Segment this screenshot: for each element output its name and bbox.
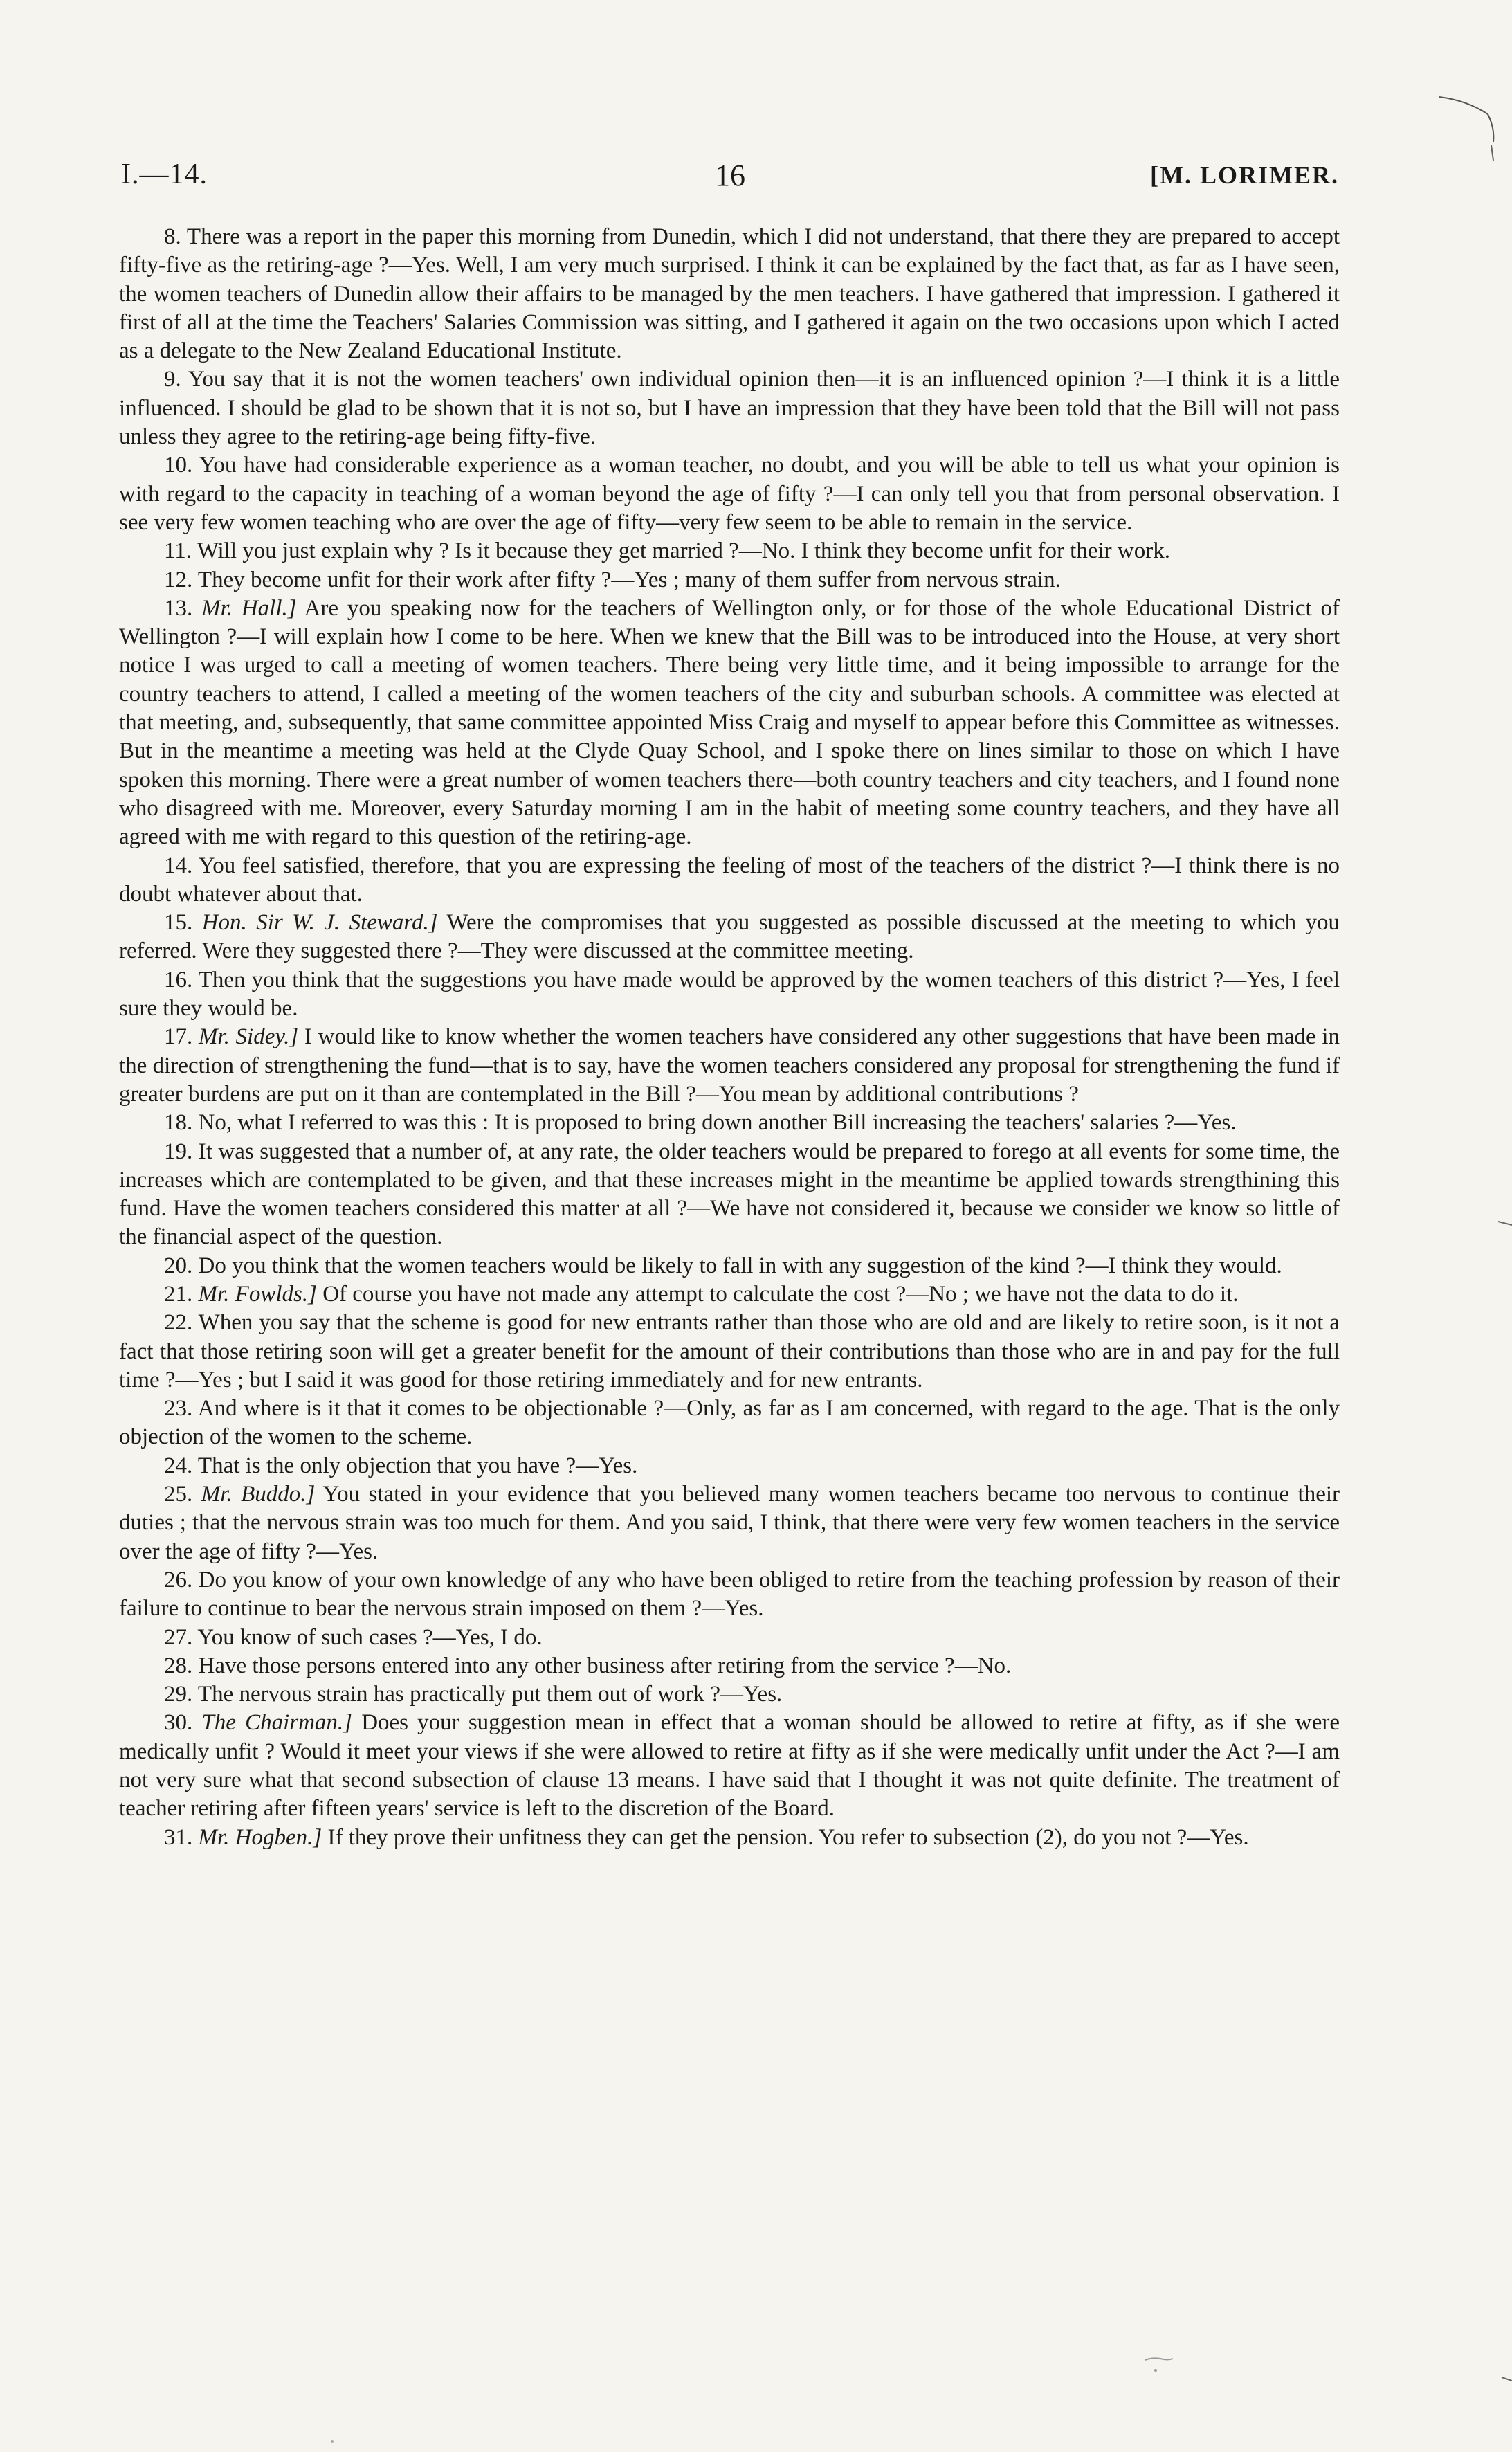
question-paragraph <box>119 1709 1340 1823</box>
question-paragraph <box>119 1395 1340 1452</box>
page-number: 16 <box>715 158 745 192</box>
question-paragraph <box>119 1480 1340 1566</box>
question-number: 29. <box>164 1682 193 1707</box>
corner-mark <box>1491 145 1493 161</box>
question-number: 22. <box>164 1310 193 1336</box>
question-text: Were the compromises that you suggested as possible discussed at the meeting to which you referred. Were they suggested there ?—They were discussed at the committee meeting. <box>119 910 1340 964</box>
document-reference: I.—14. <box>121 158 208 190</box>
question-number: 19. <box>164 1138 193 1164</box>
question-text: It was suggested that a number of, at any rate, the older teachers would be prepared to forego at all events for some time, the increases which are contemplated to be given, and that these increases might in the meantime be applied towards strengthining this fund. Have the women teachers considered this matter at all ?—We have not considered it, because we consider we know so little of the financial aspect of the question. <box>119 1138 1340 1250</box>
question-number: 26. <box>164 1567 193 1592</box>
question-number: 8. <box>164 224 181 249</box>
question-number: 12. <box>164 567 193 592</box>
question-number: 11. <box>164 538 192 564</box>
question-paragraph <box>119 1109 1340 1137</box>
question-text: Then you think that the suggestions you have made would be approved by the women teachers of this district ?—Yes, I feel sure they would be. <box>119 967 1340 1021</box>
page-header <box>121 158 1339 199</box>
question-number: 15. <box>164 910 193 936</box>
question-paragraph <box>119 537 1340 565</box>
speaker-name: The Chairman.] <box>201 1710 353 1736</box>
question-paragraph <box>119 1023 1340 1109</box>
question-text: Do you know of your own knowledge of any who have been obliged to retire from the teaching profession by reason of their failure to continue to bear the nervous strain imposed on them ?—Yes. <box>119 1567 1340 1622</box>
question-number: 18. <box>164 1110 193 1136</box>
speaker-name: Mr. Fowlds.] <box>198 1281 317 1307</box>
smudge-mark <box>1145 2358 1173 2360</box>
speaker-name: Mr. Buddo.] <box>201 1482 316 1507</box>
question-text: And where is it that it comes to be objectionable ?—Only, as far as I am concerned, with regard to the age. That is the only objection of the women to the scheme. <box>119 1396 1340 1450</box>
question-number: 27. <box>164 1624 193 1650</box>
question-number: 31. <box>164 1824 193 1850</box>
speaker-name: Mr. Hall.] <box>201 595 297 621</box>
question-number: 24. <box>164 1453 193 1478</box>
question-paragraph <box>119 1309 1340 1395</box>
question-text: You say that it is not the women teachers' own individual opinion then—it is an influenced opinion ?—I think it is a little influenced. I should be glad to be shown that it is not so, but I have an impression that they have been told that the Bill will not pass unless they agree to the retiring-age being fifty-five. <box>119 367 1340 450</box>
question-number: 21. <box>164 1281 193 1307</box>
question-paragraph <box>119 1452 1340 1480</box>
question-number: 28. <box>164 1653 193 1678</box>
question-number: 9. <box>164 367 181 392</box>
question-paragraph <box>119 566 1340 594</box>
speaker-name: Hon. Sir W. J. Steward.] <box>201 910 438 936</box>
evidence-text <box>119 223 1340 1852</box>
question-text: When you say that the scheme is good for new entrants rather than those who are old and are likely to retire soon, is it not a fact that those retiring soon will get a greater benefit for the amount of their contributions than those who are in and pay for the full time ?—Yes ; but I said it was good for those retiring immediately and for new entrants. <box>119 1310 1340 1392</box>
question-number: 30. <box>164 1710 193 1736</box>
question-text: Will you just explain why ? Is it because they get married ?—No. I think they become unfit for their work. <box>197 538 1170 564</box>
margin-mark <box>1498 1222 1512 1225</box>
question-text: That is the only objection that you have ?—Yes. <box>197 1453 638 1478</box>
question-text: Have those persons entered into any other business after retiring from the service ?—No. <box>198 1653 1012 1678</box>
question-paragraph <box>119 1624 1340 1652</box>
question-number: 25. <box>164 1482 193 1507</box>
margin-mark <box>1502 2377 1512 2381</box>
question-text: Do you think that the women teachers would be likely to fall in with any suggestion of the kind ?—I think they would. <box>198 1253 1282 1278</box>
question-number: 14. <box>164 853 193 878</box>
question-text: You have had considerable experience as a woman teacher, no doubt, and you will be able to tell us what your opinion is with regard to the capacity in teaching of a woman beyond the age of fifty ?—I can only tell you that from personal observation. I see very few women teaching who are over the age of fifty—very few seem to be able to remain in the service. <box>119 453 1340 535</box>
question-paragraph <box>119 1652 1340 1680</box>
question-text: No, what I referred to was this : It is proposed to bring down another Bill increasing the teachers' salaries ?—Yes. <box>198 1110 1237 1136</box>
question-text: You know of such cases ?—Yes, I do. <box>197 1624 543 1650</box>
question-paragraph <box>119 909 1340 966</box>
witness-name: [M. LORIMER. <box>1150 161 1339 189</box>
question-number: 17. <box>164 1024 193 1050</box>
question-paragraph <box>119 1280 1340 1309</box>
question-text: You feel satisfied, therefore, that you are expressing the feeling of most of the teachers of the district ?—I think there is no doubt whatever about that. <box>119 853 1340 907</box>
question-paragraph <box>119 1566 1340 1624</box>
question-paragraph <box>119 1824 1340 1852</box>
question-text: Are you speaking now for the teachers of Wellington only, or for those of the whole Educational District of Wellington ?—I will explain how I come to be here. When we knew that the Bill was to be introduced into the House, at very short notice I was urged to call a meeting of women teachers. There being very little time, and it being impossible to arrange for the country teachers to attend, I called a meeting of the women teachers of the city and suburban schools. A committee was elected at that meeting, and, subsequently, that same committee appointed Miss Craig and myself to appear before this Committee as witnesses. But in the meantime a meeting was held at the Clyde Quay School, and I spoke there on lines similar to those on which I have spoken this morning. There were a great number of women teachers there—both country teachers and city teachers, and I found none who disagreed with me. Moreover, every Saturday morning I am in the habit of meeting some country teachers, and they have all agreed with me with regard to this question of the retiring-age. <box>119 595 1340 850</box>
speaker-name: Mr. Sidey.] <box>198 1024 299 1050</box>
question-paragraph <box>119 594 1340 852</box>
corner-mark <box>1439 97 1493 142</box>
question-paragraph <box>119 451 1340 537</box>
question-paragraph <box>119 365 1340 451</box>
question-paragraph <box>119 223 1340 365</box>
question-paragraph <box>119 966 1340 1024</box>
question-text: You stated in your evidence that you believed many women teachers became too nervous to continue their duties ; that the nervous strain was too much for them. And you said, I think, that there were very few women teachers in the service over the age of fifty ?—Yes. <box>119 1482 1340 1564</box>
question-text: There was a report in the paper this morning from Dunedin, which I did not understand, that there they are prepared to accept fifty-five as the retiring-age ?—Yes. Well, I am very much surprised. I think it can be explained by the fact that, as far as I have seen, the women teachers of Dunedin allow their affairs to be managed by the men teachers. I have gathered that impression. I gathered it first of all at the time the Teachers' Salaries Commission was sitting, and I gathered it again on the two occasions upon which I acted as a delegate to the New Zealand Educational Institute. <box>119 224 1340 364</box>
question-number: 10. <box>164 453 193 478</box>
question-text: They become unfit for their work after fifty ?—Yes ; many of them suffer from nervous strain. <box>197 567 1061 592</box>
question-number: 16. <box>164 967 193 992</box>
question-text: The nervous strain has practically put them out of work ?—Yes. <box>197 1682 783 1707</box>
question-number: 23. <box>164 1396 193 1422</box>
question-number: 20. <box>164 1253 193 1278</box>
question-paragraph <box>119 852 1340 909</box>
question-paragraph <box>119 1252 1340 1280</box>
question-paragraph <box>119 1138 1340 1252</box>
smudge-mark <box>331 2440 334 2443</box>
question-paragraph <box>119 1680 1340 1709</box>
question-text: If they prove their unfitness they can get the pension. You refer to subsection (2), do you not ?—Yes. <box>327 1824 1249 1850</box>
smudge-mark <box>1154 2369 1157 2372</box>
question-text: Does your suggestion mean in effect that a woman should be allowed to retire at fifty, as if she were medically unfit ? Would it meet your views if she were allowed to retire at fifty as if she were medically unfit under the Act ?—I am not very sure what that second subsection of clause 13 means. I have said that I thought it was not quite definite. The treatment of teacher retiring after fifteen years' service is left to the discretion of the Board. <box>119 1710 1340 1822</box>
question-number: 13. <box>164 595 193 621</box>
question-text: Of course you have not made any attempt to calculate the cost ?—No ; we have not the data to do it. <box>322 1281 1239 1307</box>
question-text: I would like to know whether the women teachers have considered any other suggestions that have been made in the direction of strengthening the fund—that is to say, have the women teachers considered any proposal for strengthening the fund if greater burdens are put on it than are contemplated in the Bill ?—You mean by additional contributions ? <box>119 1024 1340 1107</box>
speaker-name: Mr. Hogben.] <box>198 1824 322 1850</box>
